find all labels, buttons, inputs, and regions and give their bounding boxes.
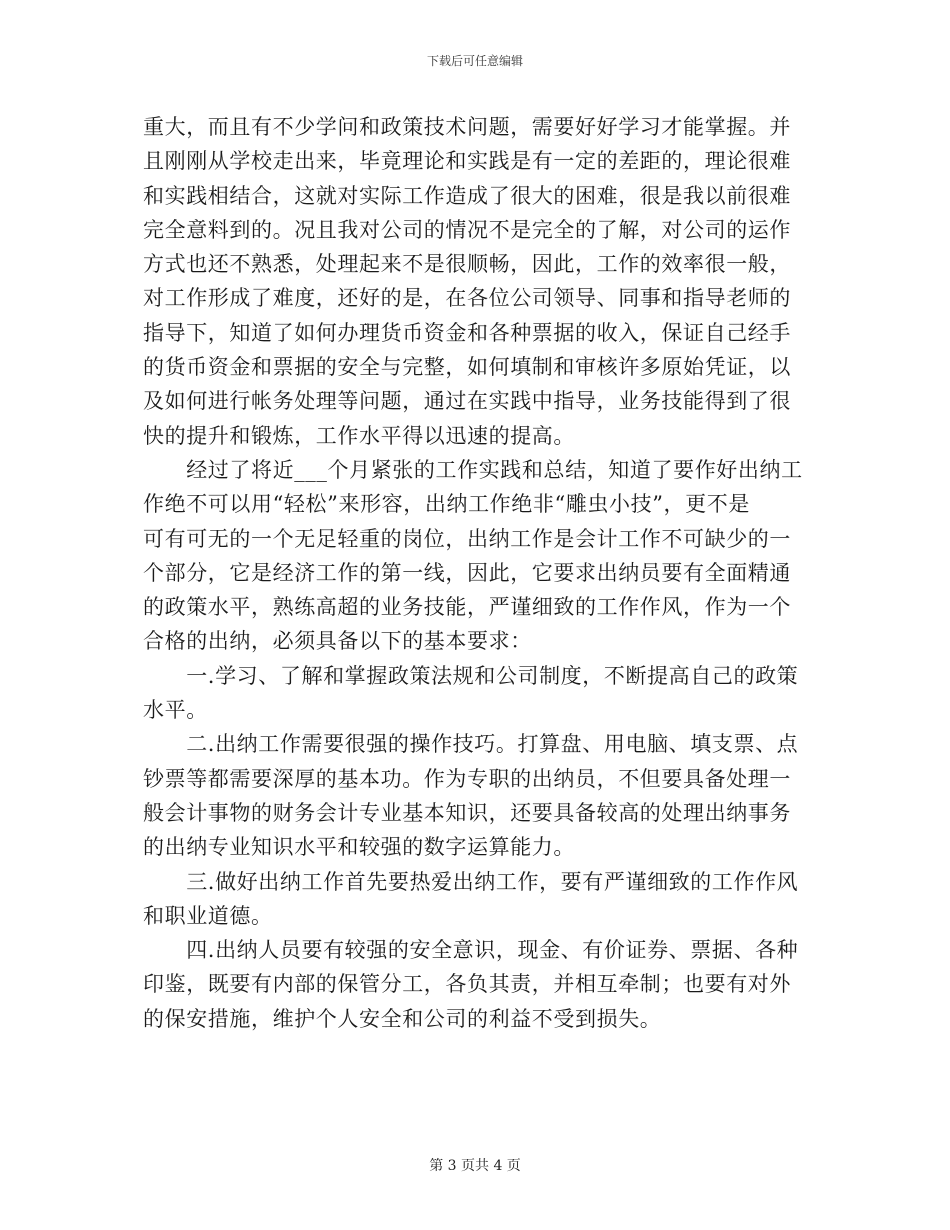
body-line: 方式也还不熟悉，处理起来不是很顺畅，因此，工作的效率很一般， xyxy=(143,252,791,277)
body-line: 三.做好出纳工作首先要热爱出纳工作，要有严谨细致的工作作风 xyxy=(143,869,799,894)
document-body xyxy=(143,110,808,1036)
body-line: 一.学习、了解和掌握政策法规和公司制度，不断提高自己的政策 xyxy=(143,663,799,688)
body-line: 水平。 xyxy=(143,698,208,723)
body-line: 对工作形成了难度，还好的是，在各位公司领导、同事和指导老师的 xyxy=(143,286,791,311)
body-line: 合格的出纳，必须具备以下的基本要求： xyxy=(143,629,532,654)
body-line: 且刚刚从学校走出来，毕竟理论和实践是有一定的差距的，理论很难 xyxy=(143,149,791,174)
body-line: 个部分，它是经济工作的第一线，因此，它要求出纳员要有全面精通 xyxy=(143,560,791,585)
body-line: 的货币资金和票据的安全与完整，如何填制和审核许多原始凭证，以 xyxy=(143,355,791,380)
body-line: 钞票等都需要深厚的基本功。作为专职的出纳员，不但要具备处理一 xyxy=(143,766,791,791)
body-line: 完全意料到的。况且我对公司的情况不是完全的了解，对公司的运作 xyxy=(143,217,791,242)
body-line: 的政策水平，熟练高超的业务技能，严谨细致的工作作风，作为一个 xyxy=(143,595,791,620)
body-line: 印鉴，既要有内部的保管分工，各负其责，并相互牵制；也要有对外 xyxy=(143,972,791,997)
body-line: 及如何进行帐务处理等问题，通过在实践中指导，业务技能得到了很 xyxy=(143,389,791,414)
body-line: 指导下，知道了如何办理货币资金和各种票据的收入，保证自己经手 xyxy=(143,320,791,345)
body-line: 和实践相结合，这就对实际工作造成了很大的困难，很是我以前很难 xyxy=(143,183,791,208)
body-line: 快的提升和锻炼，工作水平得以迅速的提高。 xyxy=(143,423,575,448)
body-line: 般会计事物的财务会计专业基本知识，还要具备较高的处理出纳事务 xyxy=(143,800,791,825)
body-line: 重大，而且有不少学问和政策技术问题，需要好好学习才能掌握。并 xyxy=(143,115,791,139)
body-line: 的保安措施，维护个人安全和公司的利益不受到损失。 xyxy=(143,1006,662,1031)
page-number-footer: 第 3 页共 4 页 xyxy=(429,1158,521,1174)
body-line: 二.出纳工作需要很强的操作技巧。打算盘、用电脑、填支票、点 xyxy=(143,732,799,757)
body-line: 四.出纳人员要有较强的安全意识，现金、有价证券、票据、各种 xyxy=(143,938,799,963)
body-line: 作绝不可以用“轻松”来形容，出纳工作绝非“雕虫小技”，更不是 xyxy=(143,492,750,517)
body-line: 可有可无的一个无足轻重的岗位，出纳工作是会计工作不可缺少的一 xyxy=(143,526,791,551)
body-line: 的出纳专业知识水平和较强的数字运算能力。 xyxy=(143,835,575,860)
body-line: 和职业道德。 xyxy=(143,903,273,928)
page-header: 下载后可任意编辑 xyxy=(426,54,523,68)
body-line: 经过了将近___个月紧张的工作实践和总结，知道了要作好出纳工 xyxy=(143,457,803,482)
